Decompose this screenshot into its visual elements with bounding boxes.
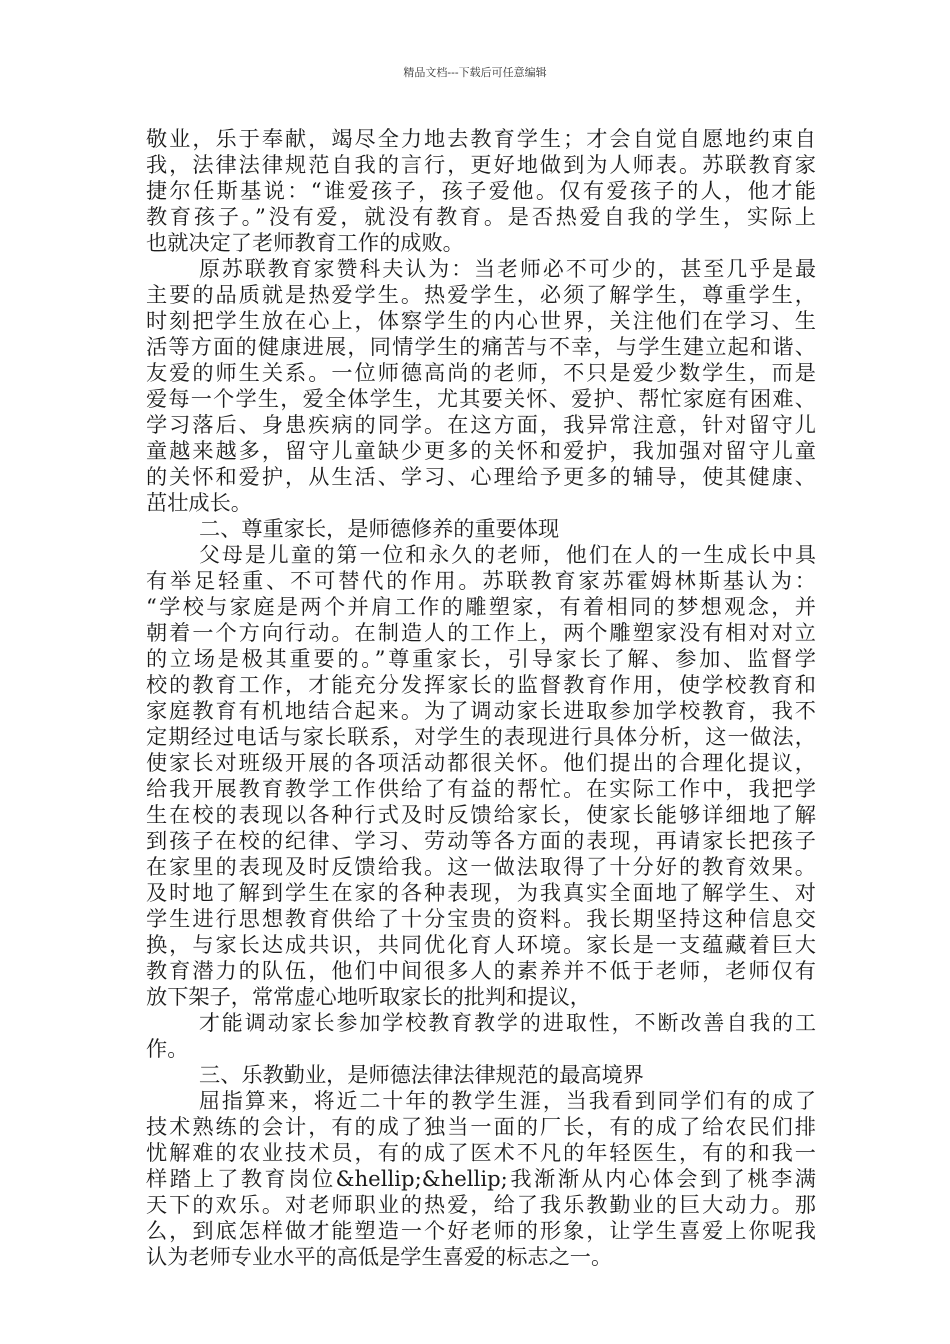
text-line: 时刻把学生放在心上，体察学生的内心世界，关注他们在学习、生 — [146, 308, 816, 333]
text-line: 捷尔任斯基说：“谁爱孩子，孩子爱他。仅有爱孩子的人，他才能 — [146, 178, 816, 203]
text-line: 三、乐教勤业，是师德法律法律规范的最高境界 — [199, 1062, 644, 1087]
text-line: 有举足轻重、不可替代的作用。苏联教育家苏霍姆林斯基认为： — [146, 568, 816, 593]
text-line: 学生进行思想教育供给了十分宝贵的资料。我长期坚持这种信息交 — [146, 906, 816, 931]
text-line: 原苏联教育家赞科夫认为：当老师必不可少的，甚至几乎是最 — [199, 257, 816, 281]
text-line: “学校与家庭是两个并肩工作的雕塑家，有着相同的梦想观念，并 — [146, 594, 816, 619]
text-line: 朝着一个方向行动。在制造人的工作上，两个雕塑家没有相对对立 — [146, 620, 816, 645]
text-line: 二、尊重家长，是师德修养的重要体现 — [199, 516, 560, 541]
text-line: 忧解难的农业技术员，有的成了医术不凡的年轻医生，有的和我一 — [146, 1140, 816, 1165]
text-line: 也就决定了老师教育工作的成败。 — [146, 230, 464, 255]
text-line: 的立场是极其重要的。”尊重家长，引导家长了解、参加、监督学 — [146, 646, 816, 671]
text-line: 友爱的师生关系。一位师德高尚的老师，不只是爱少数学生，而是 — [146, 360, 816, 385]
text-line: 爱每一个学生，爱全体学生，尤其要关怀、爱护、帮忙家庭有困难、 — [146, 386, 816, 411]
text-line: 作。 — [146, 1036, 189, 1061]
text-line: 天下的欢乐。对老师职业的热爱，给了我乐教勤业的巨大动力。那 — [146, 1192, 816, 1217]
text-line: 样踏上了教育岗位&hellip;&hellip;我渐渐从内心体会到了桃李满 — [146, 1166, 816, 1191]
text-line: 屈指算来，将近二十年的教学生涯，当我看到同学们有的成了 — [199, 1089, 816, 1113]
text-line: 主要的品质就是热爱学生。热爱学生，必须了解学生，尊重学生， — [146, 282, 816, 307]
text-line: 技术熟练的会计，有的成了独当一面的厂长，有的成了给农民们排 — [146, 1114, 816, 1139]
text-line: 家庭教育有机地结合起来。为了调动家长进取参加学校教育，我不 — [146, 698, 816, 723]
text-line: 父母是儿童的第一位和永久的老师，他们在人的一生成长中具 — [199, 543, 816, 567]
document-body — [146, 126, 816, 1270]
text-line: 定期经过电话与家长联系，对学生的表现进行具体分析，这一做法， — [146, 724, 816, 749]
text-line: 童越来越多，留守儿童缺少更多的关怀和爱护，我加强对留守儿童 — [146, 438, 816, 463]
text-line: 认为老师专业水平的高低是学生喜爱的标志之一。 — [146, 1244, 613, 1269]
text-line: 到孩子在校的纪律、学习、劳动等各方面的表现，再请家长把孩子 — [146, 828, 816, 853]
text-line: 我，法律法律规范自我的言行，更好地做到为人师表。苏联教育家 — [146, 152, 816, 177]
text-line: 给我开展教育教学工作供给了有益的帮忙。在实际工作中，我把学 — [146, 776, 816, 801]
text-line: 校的教育工作，才能充分发挥家长的监督教育作用，使学校教育和 — [146, 672, 816, 697]
text-line: 使家长对班级开展的各项活动都很关怀。他们提出的合理化提议， — [146, 750, 816, 775]
text-line: 敬业，乐于奉献，竭尽全力地去教育学生；才会自觉自愿地约束自 — [146, 126, 816, 151]
text-line: 的关怀和爱护，从生活、学习、心理给予更多的辅导，使其健康、 — [146, 464, 816, 489]
text-line: 才能调动家长参加学校教育教学的进取性，不断改善自我的工 — [199, 1011, 816, 1035]
text-line: 及时地了解到学生在家的各种表现，为我真实全面地了解学生、对 — [146, 880, 816, 905]
page-header: 精品文档---下载后可任意编辑 — [403, 66, 547, 79]
text-line: 放下架子，常常虚心地听取家长的批判和提议， — [146, 984, 591, 1009]
text-line: 教育潜力的队伍，他们中间很多人的素养并不低于老师，老师仅有 — [146, 958, 816, 983]
text-line: 生在校的表现以各种行式及时反馈给家长，使家长能够详细地了解 — [146, 802, 816, 827]
text-line: 活等方面的健康进展，同情学生的痛苦与不幸，与学生建立起和谐、 — [146, 334, 816, 359]
text-line: 么，到底怎样做才能塑造一个好老师的形象，让学生喜爱上你呢我 — [146, 1218, 816, 1243]
text-line: 在家里的表现及时反馈给我。这一做法取得了十分好的教育效果。 — [146, 854, 816, 879]
text-line: 教育孩子。”没有爱，就没有教育。是否热爱自我的学生，实际上 — [146, 204, 816, 229]
text-line: 学习落后、身患疾病的同学。在这方面，我异常注意，针对留守儿 — [146, 412, 816, 437]
text-line: 茁壮成长。 — [146, 490, 252, 515]
text-line: 换，与家长达成共识，共同优化育人环境。家长是一支蕴藏着巨大 — [146, 932, 816, 957]
